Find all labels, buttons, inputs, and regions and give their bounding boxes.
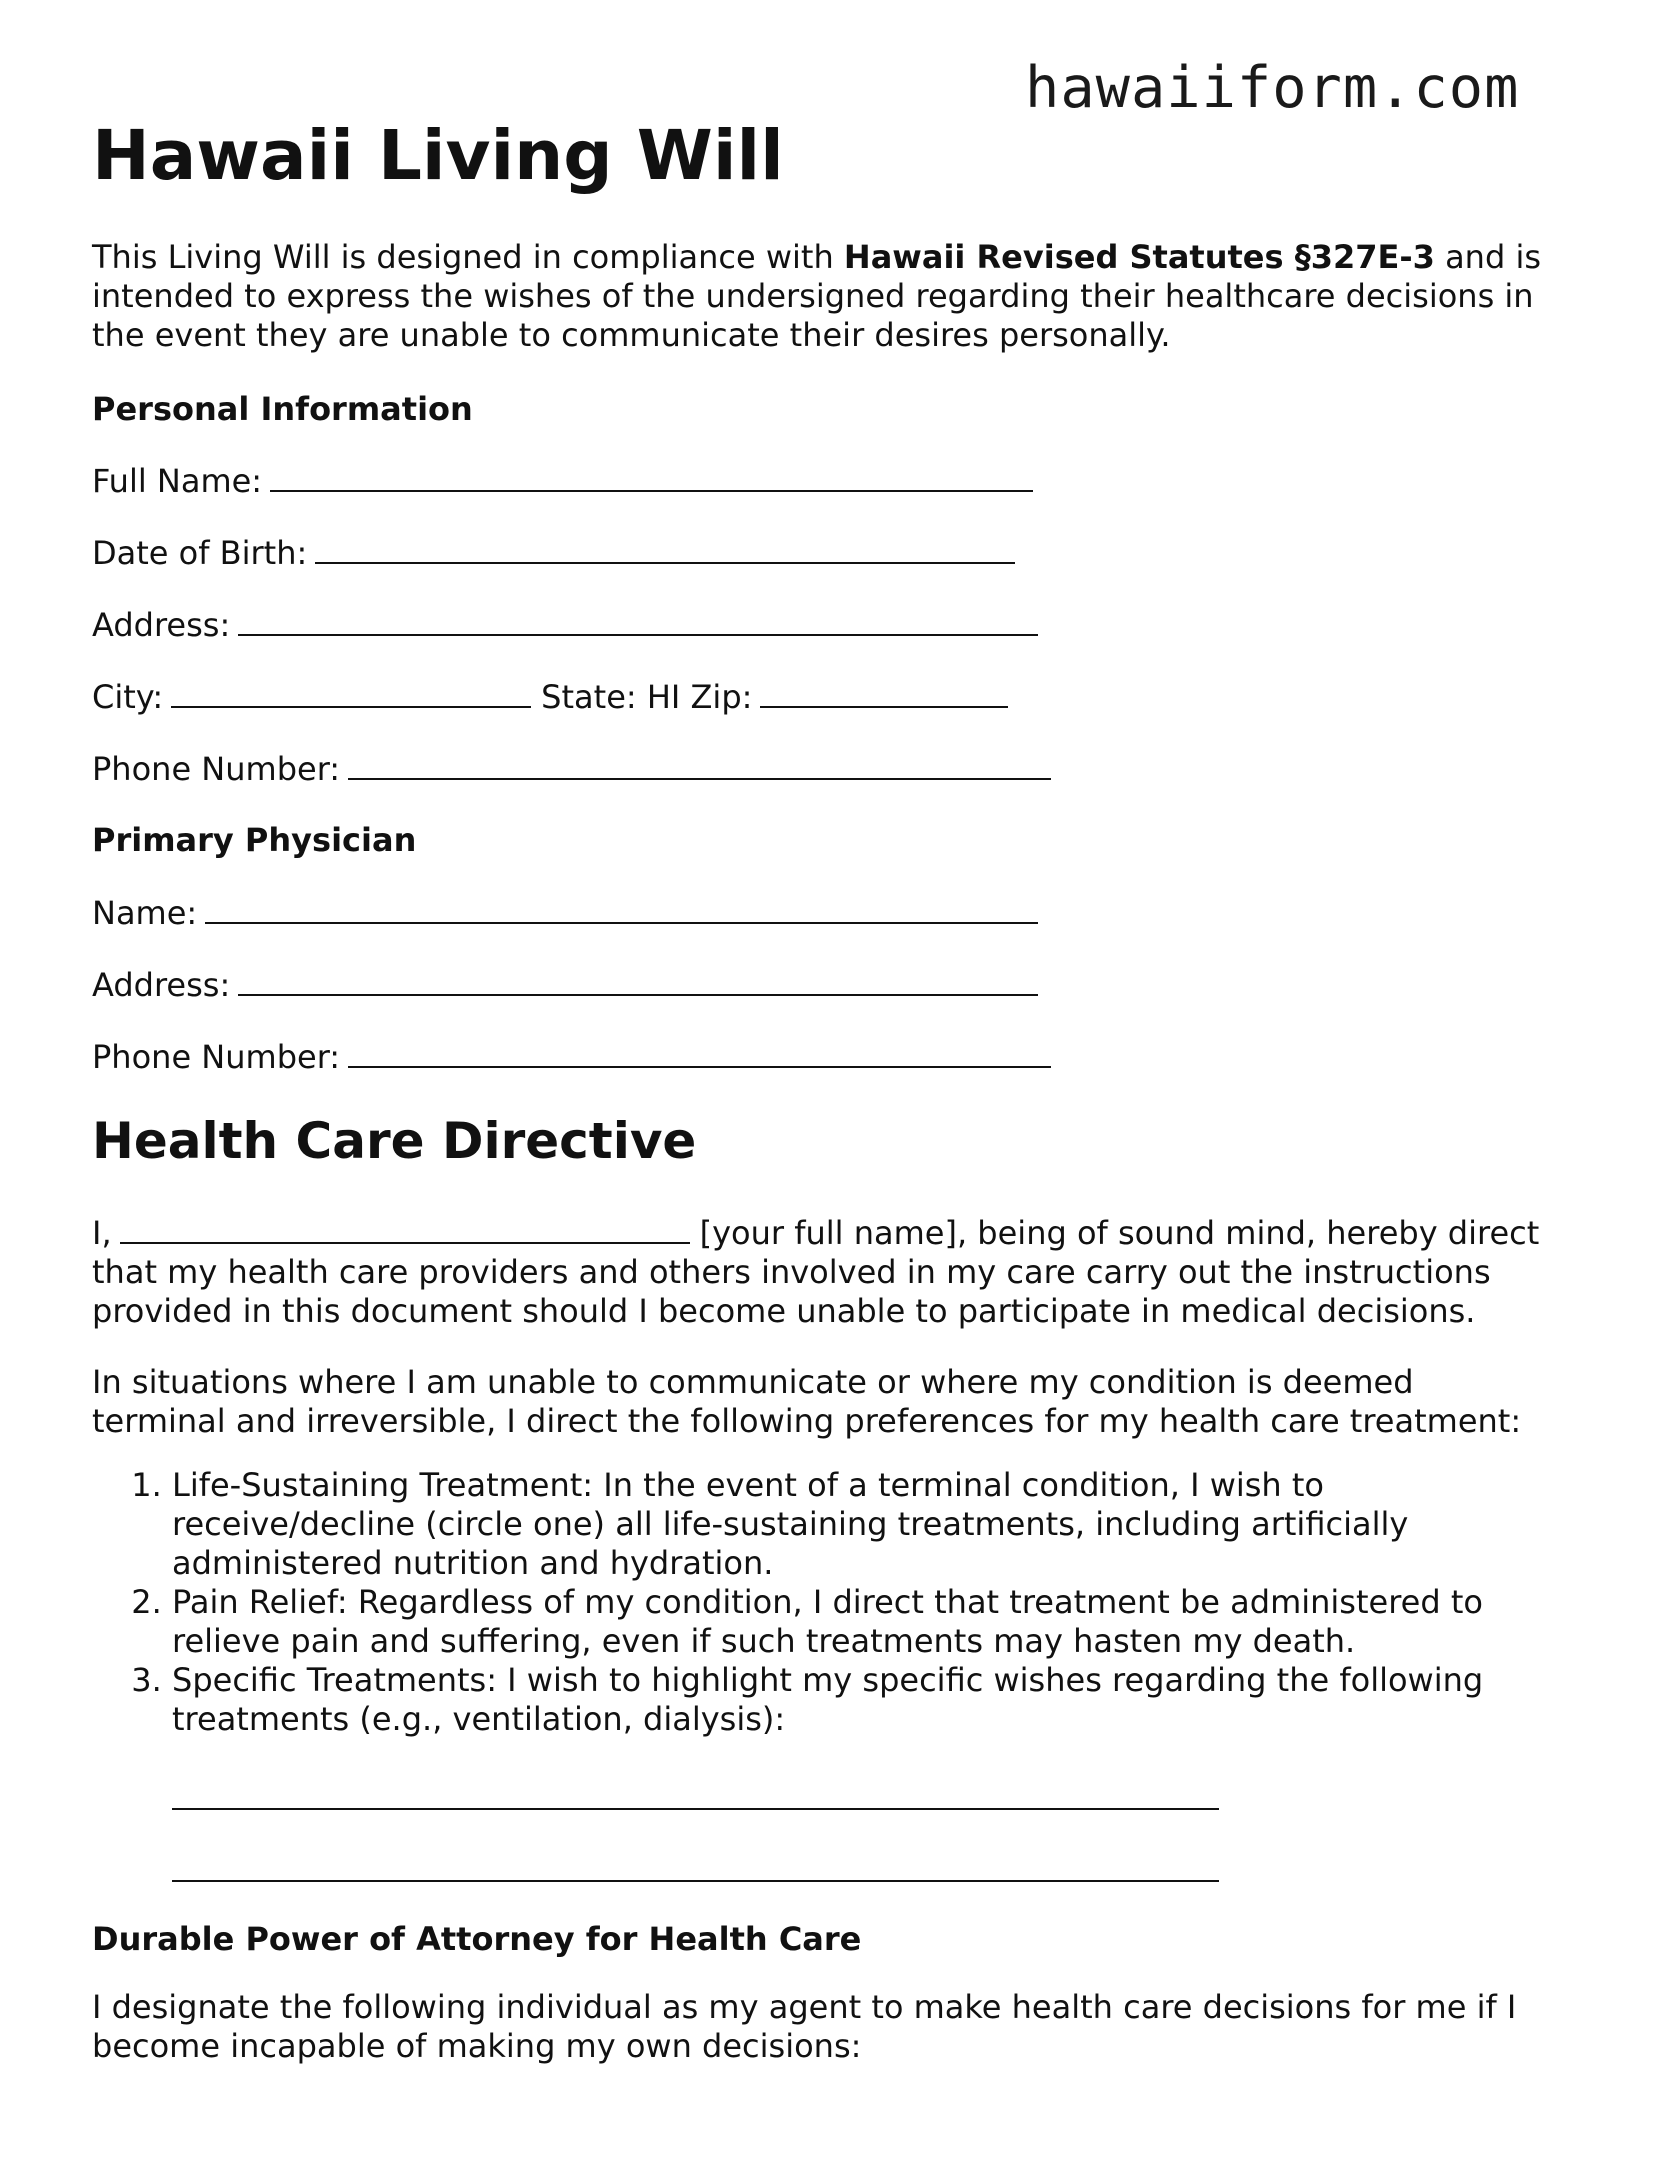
phone-blank[interactable] — [348, 777, 1051, 780]
physician-address-blank[interactable] — [238, 993, 1038, 996]
physician-phone-field[interactable]: Phone Number: — [92, 1038, 1051, 1076]
city-blank[interactable] — [171, 705, 531, 708]
physician-heading: Primary Physician — [92, 821, 417, 859]
personal-info-heading: Personal Information — [92, 390, 473, 428]
statute-reference: Hawaii Revised Statutes §327E-3 — [843, 238, 1435, 276]
address-blank[interactable] — [238, 633, 1038, 636]
specific-treatments-blank-2[interactable] — [172, 1880, 1219, 1882]
physician-name-blank[interactable] — [205, 921, 1038, 924]
physician-address-field[interactable]: Address: — [92, 966, 1038, 1004]
list-item: 3. Specific Treatments: I wish to highlight my specific wishes regarding the following treatments (e.g., ventilation, dialysis): — [172, 1661, 1483, 1739]
document-title: Hawaii Living Will — [92, 116, 784, 196]
treatment-preferences-list — [92, 1466, 1483, 1739]
poa-paragraph: I designate the following individual as my agent to make health care decisions for me if I become incapable of making my own decisions: — [92, 1988, 1517, 2065]
zip-blank[interactable] — [760, 705, 1008, 708]
list-item: 2. Pain Relief: Regardless of my condition, I direct that treatment be administered to relieve pain and suffering, even if such treatments may hasten my death. — [172, 1583, 1483, 1661]
site-brand: hawaiiform.com — [1025, 55, 1520, 121]
your-name-blank[interactable] — [120, 1241, 690, 1244]
city-state-zip-field[interactable]: City: State: HI Zip: — [92, 678, 1008, 716]
physician-name-field[interactable]: Name: — [92, 894, 1038, 932]
dob-field[interactable]: Date of Birth: — [92, 534, 1015, 572]
intro-text: This Living Will is designed in compliance with — [92, 238, 844, 276]
physician-phone-blank[interactable] — [348, 1065, 1051, 1068]
specific-treatments-blank-1[interactable] — [172, 1808, 1219, 1810]
directive-paragraph-1: I, [your full name], being of sound mind, hereby direct that my health care providers and others involved in my care carry out the instructions provided in this document should I become unable to participate in medical decisions. — [92, 1214, 1540, 1330]
address-field[interactable]: Address: — [92, 606, 1038, 644]
full-name-field[interactable]: Full Name: — [92, 462, 1033, 500]
poa-heading: Durable Power of Attorney for Health Care — [92, 1920, 862, 1958]
intro-paragraph: This Living Will is designed in compliance with Hawaii Revised Statutes §327E-3 and is intended to express the wishes of the undersigned regarding their healthcare decisions in the event they are unable to communicate their desires personally. — [92, 238, 1541, 354]
directive-heading: Health Care Directive — [92, 1112, 697, 1170]
phone-field[interactable]: Phone Number: — [92, 750, 1051, 788]
dob-blank[interactable] — [315, 561, 1015, 564]
directive-paragraph-2: In situations where I am unable to communicate or where my condition is deemed terminal and irreversible, I direct the following preferences for my health care treatment: — [92, 1363, 1522, 1440]
full-name-blank[interactable] — [270, 489, 1033, 492]
list-item: 1. Life-Sustaining Treatment: In the event of a terminal condition, I wish to receive/decline (circle one) all life-sustaining treatments, including artificially administered nutrition and hydration. — [172, 1466, 1483, 1583]
